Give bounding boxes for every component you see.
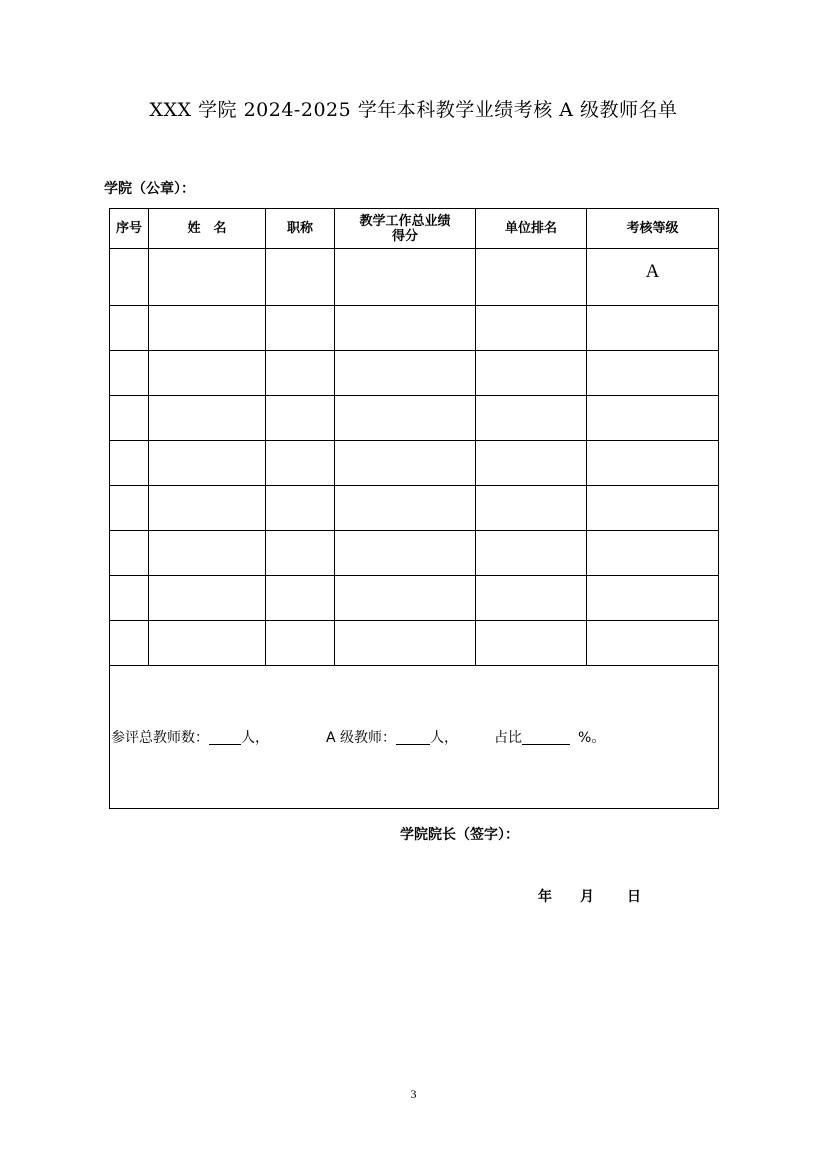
name-cell[interactable] (149, 351, 266, 396)
table-row (110, 306, 719, 351)
rank-cell[interactable] (266, 396, 335, 441)
total-teachers-label: 参评总教师数： (111, 730, 209, 746)
name-cell[interactable] (149, 486, 266, 531)
grade-cell[interactable] (587, 351, 719, 396)
score-cell[interactable] (335, 486, 476, 531)
ratio-unit: %。 (578, 730, 606, 746)
seq-cell[interactable] (110, 351, 149, 396)
name-cell[interactable] (149, 441, 266, 486)
score-cell[interactable] (335, 306, 476, 351)
rank-cell[interactable] (266, 351, 335, 396)
name-cell[interactable] (149, 576, 266, 621)
table-row (110, 621, 719, 666)
a-teachers-unit: 人， (430, 730, 459, 746)
date-month: 月 (580, 889, 594, 905)
rank-cell[interactable] (266, 486, 335, 531)
table-row (110, 249, 719, 306)
dean-signature-label: 学院院长（签字）： (400, 827, 519, 843)
date-line (538, 886, 641, 906)
grade-cell[interactable]: A (587, 249, 719, 306)
grade-cell[interactable] (587, 621, 719, 666)
table-row (110, 396, 719, 441)
a-teachers-label: A 级教师： (326, 730, 397, 746)
unit-rank-cell[interactable] (476, 486, 587, 531)
seq-cell[interactable] (110, 441, 149, 486)
score-cell[interactable] (335, 531, 476, 576)
header-score (335, 209, 476, 249)
grade-cell[interactable] (587, 486, 719, 531)
score-cell[interactable] (335, 621, 476, 666)
header-seq: 序号 (110, 209, 149, 249)
name-cell[interactable] (149, 306, 266, 351)
seq-cell[interactable] (110, 306, 149, 351)
seq-cell[interactable] (110, 396, 149, 441)
header-grade: 考核等级 (587, 209, 719, 249)
date-year: 年 (538, 889, 552, 905)
rank-cell[interactable] (266, 441, 335, 486)
unit-rank-cell[interactable] (476, 351, 587, 396)
name-cell[interactable] (149, 531, 266, 576)
table-row (110, 531, 719, 576)
grade-cell[interactable] (587, 306, 719, 351)
unit-rank-cell[interactable] (476, 396, 587, 441)
score-cell[interactable] (335, 351, 476, 396)
score-cell[interactable] (335, 576, 476, 621)
name-cell[interactable] (149, 621, 266, 666)
score-cell[interactable] (335, 441, 476, 486)
header-score-line2: 得分 (391, 228, 418, 244)
total-teachers-blank[interactable] (209, 730, 241, 745)
grade-cell[interactable] (587, 576, 719, 621)
seq-cell[interactable] (110, 531, 149, 576)
seq-cell[interactable] (110, 576, 149, 621)
unit-rank-cell[interactable] (476, 621, 587, 666)
rank-cell[interactable] (266, 249, 335, 306)
a-teachers-blank[interactable] (396, 730, 430, 745)
rank-cell[interactable] (266, 576, 335, 621)
document-title: XXX 学院 2024-2025 学年本科教学业绩考核 A 级教师名单 (149, 99, 678, 121)
seq-cell[interactable] (110, 621, 149, 666)
header-name: 姓 名 (149, 209, 266, 249)
summary-row (110, 666, 719, 809)
unit-rank-cell[interactable] (476, 441, 587, 486)
table-row (110, 576, 719, 621)
table-row (110, 351, 719, 396)
name-cell[interactable] (149, 396, 266, 441)
page-number: 3 (410, 1087, 417, 1101)
rank-cell[interactable] (266, 306, 335, 351)
total-teachers-unit: 人， (241, 730, 269, 746)
header-unit-rank: 单位排名 (476, 209, 587, 249)
unit-rank-cell[interactable] (476, 249, 587, 306)
name-cell[interactable] (149, 249, 266, 306)
summary-cell (110, 666, 719, 809)
score-cell[interactable] (335, 249, 476, 306)
ratio-label: 占比 (494, 730, 523, 746)
unit-rank-cell[interactable] (476, 576, 587, 621)
header-rank: 职称 (266, 209, 335, 249)
date-day: 日 (627, 889, 641, 905)
grade-cell[interactable] (587, 531, 719, 576)
unit-rank-cell[interactable] (476, 531, 587, 576)
ratio-blank[interactable] (522, 730, 570, 745)
grade-cell[interactable] (587, 441, 719, 486)
teacher-list-table (109, 208, 719, 809)
grade-cell[interactable] (587, 396, 719, 441)
unit-rank-cell[interactable] (476, 306, 587, 351)
seq-cell[interactable] (110, 486, 149, 531)
table-row (110, 486, 719, 531)
header-score-line1: 教学工作总业绩 (359, 213, 451, 229)
college-seal-label: 学院（公章）： (104, 181, 195, 197)
seq-cell[interactable] (110, 249, 149, 306)
table-row (110, 441, 719, 486)
summary-line (110, 727, 718, 747)
rank-cell[interactable] (266, 621, 335, 666)
score-cell[interactable] (335, 396, 476, 441)
table-header-row (110, 209, 719, 249)
rank-cell[interactable] (266, 531, 335, 576)
